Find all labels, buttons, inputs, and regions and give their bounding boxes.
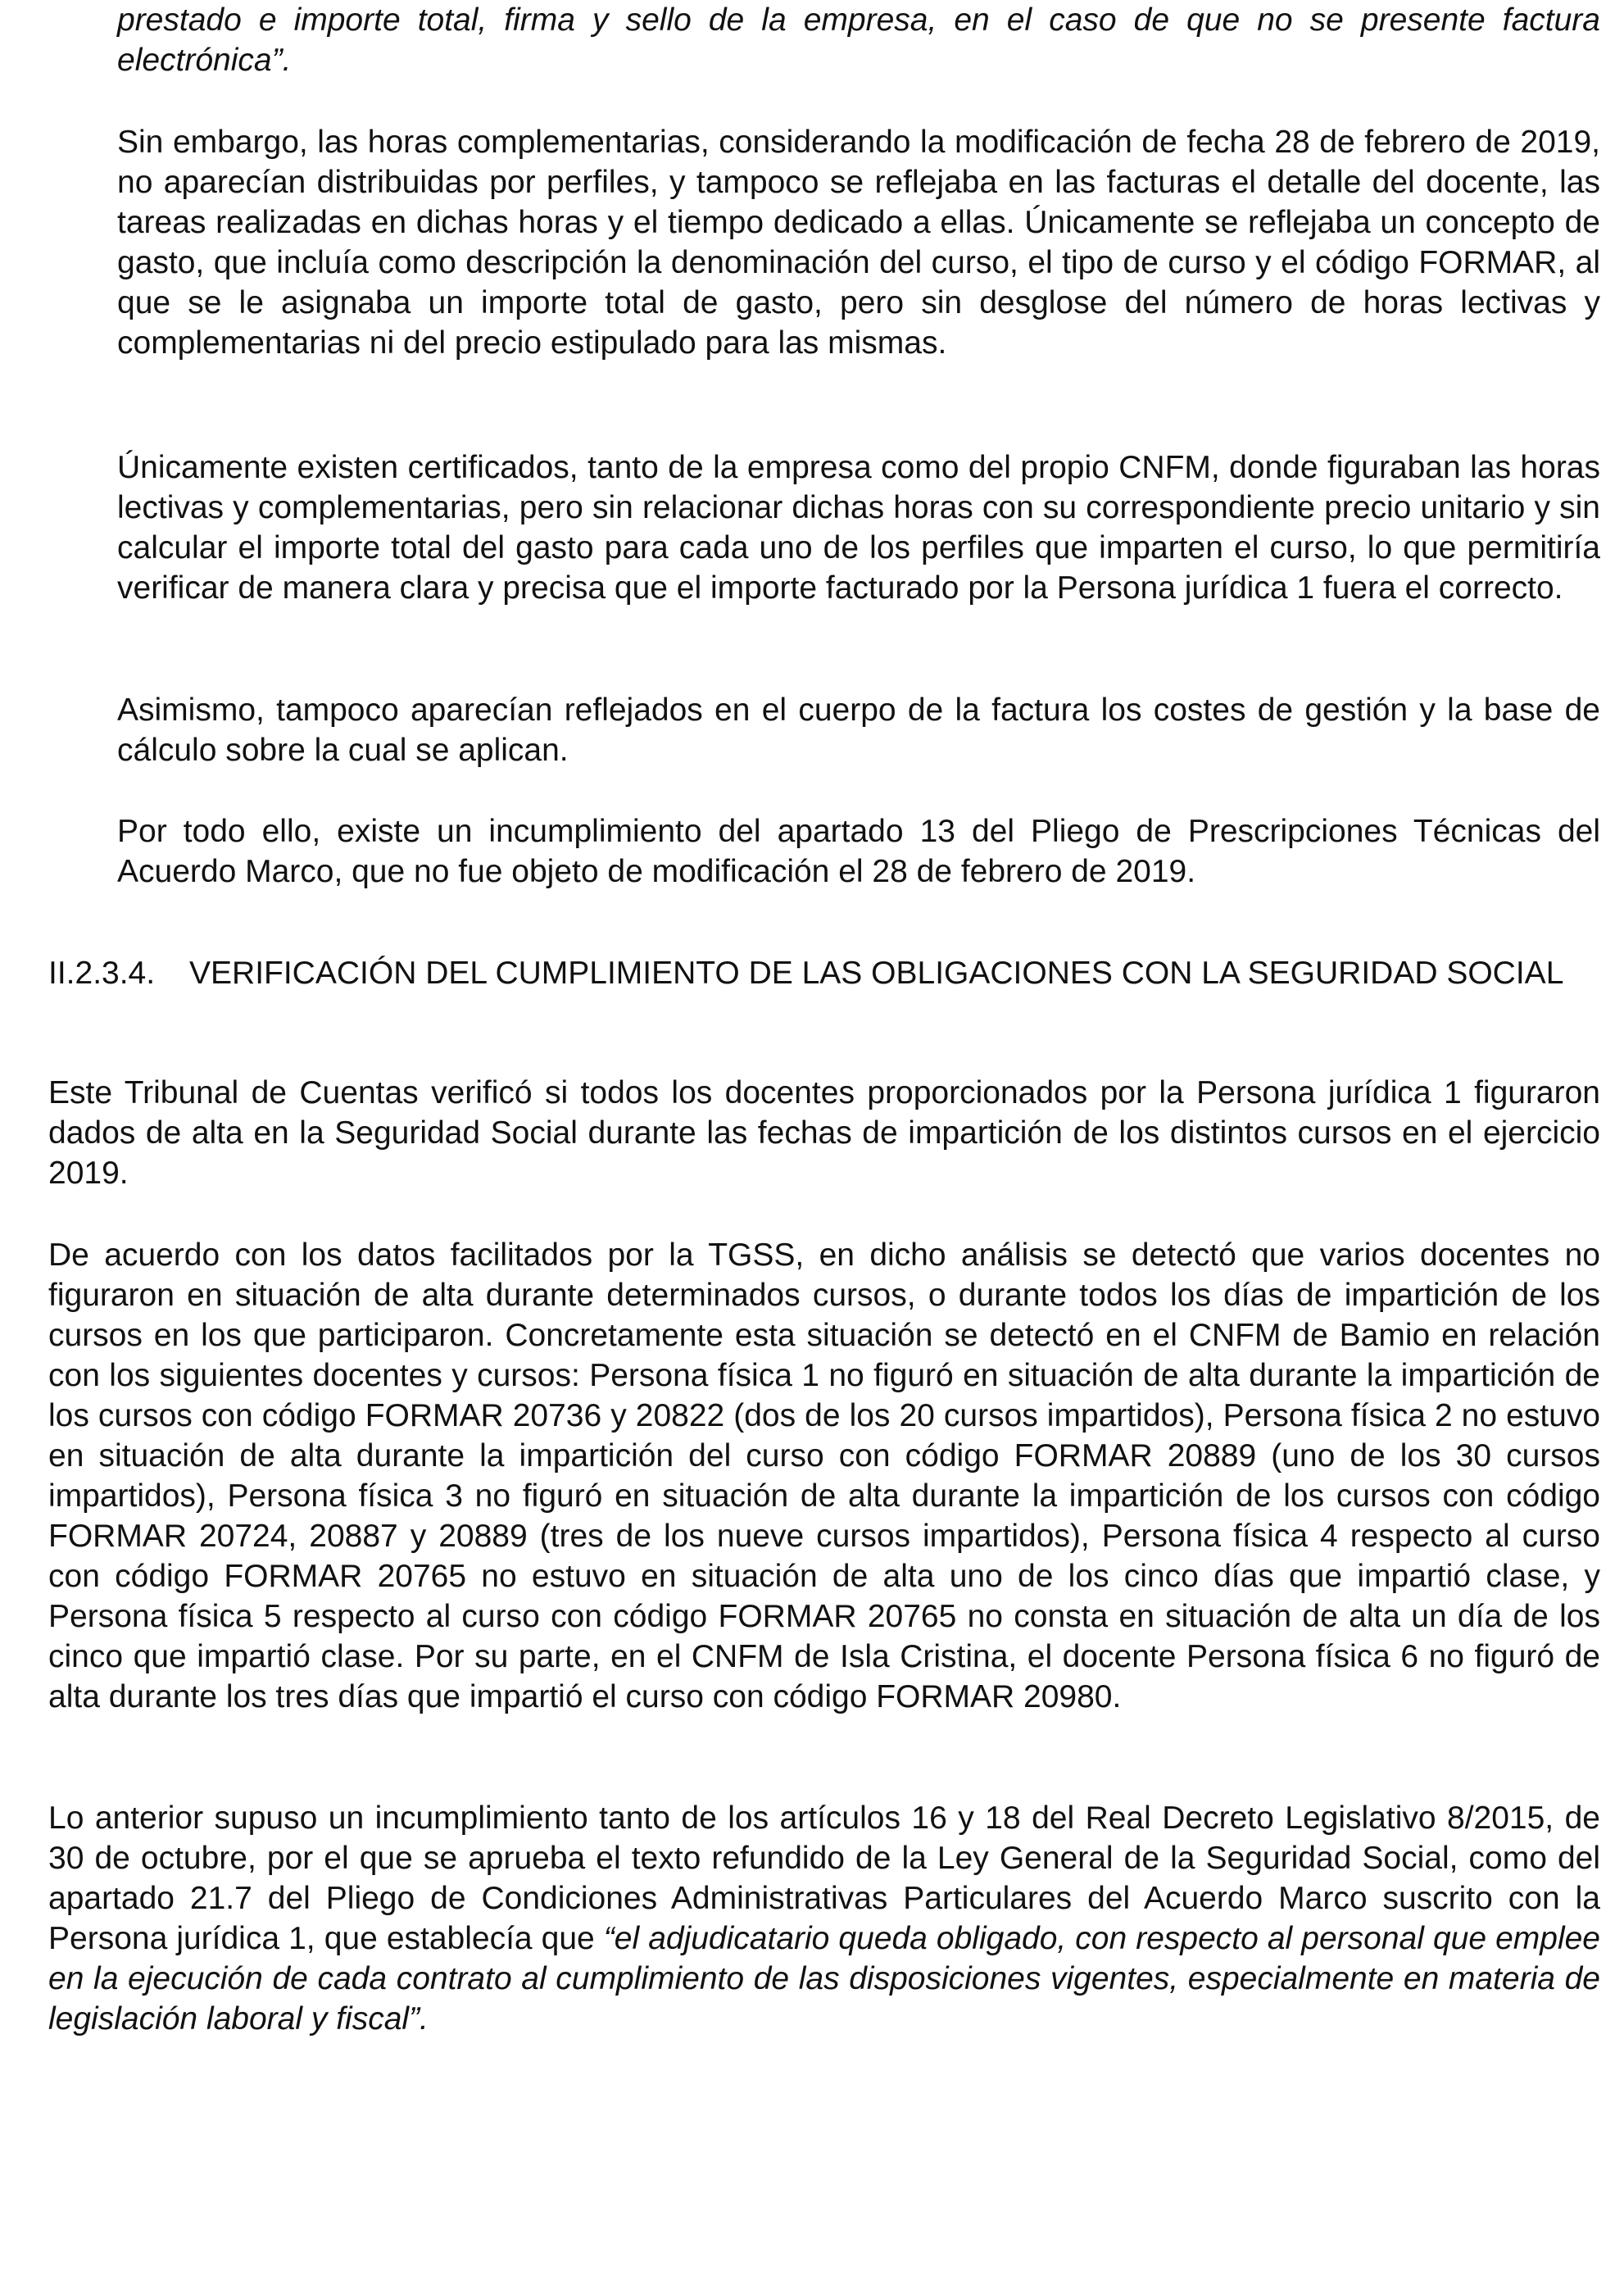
paragraph-certificados: Únicamente existen certificados, tanto de la empresa como del propio CNFM, donde figuraban las horas lectivas y complementarias, pero sin relacionar dichas horas con su correspondiente precio unitario y sin calcular el importe total del gasto para cada uno de los perfiles que imparten el curso, lo que permitiría verificar de manera clara y precisa que el importe facturado por la Persona jurídica 1 fuera el correcto. [117, 450, 1600, 606]
paragraph-tribunal-verificacion: Este Tribunal de Cuentas verificó si todos los docentes proporcionados por la Persona jurídica 1 figuraron dados de alta en la Seguridad Social durante las fechas de impartición de los distintos cursos en el ejercicio 2019. [48, 1075, 1600, 1191]
paragraph-intro-tail: prestado e importe total, firma y sello de la empresa, en el caso de que no se presente factura electrónica”. [117, 2, 1600, 78]
paragraph-incumplimiento-legislativo [48, 1798, 1600, 2039]
paragraph-datos-tgss: De acuerdo con los datos facilitados por la TGSS, en dicho análisis se detectó que varios docentes no figuraron en situación de alta durante determinados cursos, o durante todos los días de impartición de los cursos en los que participaron. Concretamente esta situación se detectó en el CNFM de Bamio en relación con los siguientes docentes y cursos: Persona física 1 no figuró en situación de alta durante la impartición de los cursos con código FORMAR 20736 y 20822 (dos de los 20 cursos impartidos), Persona física 2 no estuvo en situación de alta durante la impartición del curso con código FORMAR 20889 (uno de los 30 cursos impartidos), Persona física 3 no figuró en situación de alta durante la impartición de los cursos con código FORMAR 20724, 20887 y 20889 (tres de los nueve cursos impartidos), Persona física 4 respecto al curso con código FORMAR 20765 no estuvo en situación de alta uno de los cinco días que impartió clase, y Persona física 5 respecto al curso con código FORMAR 20765 no consta en situación de alta un día de los cinco que impartió clase. Por su parte, en el CNFM de Isla Cristina, el docente Persona física 6 no figuró de alta durante los tres días que impartió el curso con código FORMAR 20980. [48, 1237, 1600, 1714]
section-title: VERIFICACIÓN DEL CUMPLIMIENTO DE LAS OBLIGACIONES CON LA SEGURIDAD SOCIAL [189, 956, 1564, 991]
paragraph-incumplimiento-apartado-13: Por todo ello, existe un incumplimiento del apartado 13 del Pliego de Prescripciones Técnicas del Acuerdo Marco, que no fue objeto de modificación el 28 de febrero de 2019. [117, 814, 1600, 889]
quoted-obligation: “el adjudicatario queda obligado, con respecto al personal que emplee en la ejecución de cada contrato al cumplimiento de las disposiciones vigentes, especialmente en materia de legislación laboral y fiscal”. [48, 1921, 1600, 2037]
section-number: II.2.3.4. [48, 956, 156, 991]
paragraph-horas-complementarias: Sin embargo, las horas complementarias, considerando la modificación de fecha 28 de febrero de 2019, no aparecían distribuidas por perfiles, y tampoco se reflejaba en las facturas el detalle del docente, las tareas realizadas en dichas horas y el tiempo dedicado a ellas. Únicamente se reflejaba un concepto de gasto, que incluía como descripción la denominación del curso, el tipo de curso y el código FORMAR, al que se le asignaba un importe total de gasto, pero sin desglose del número de horas lectivas y complementarias ni del precio estipulado para las mismas. [117, 125, 1600, 361]
paragraph-costes-gestion: Asimismo, tampoco aparecían reflejados en el cuerpo de la factura los costes de gestión y la base de cálculo sobre la cual se aplican. [117, 692, 1600, 768]
paragraph-incumplimiento-text: Lo anterior supuso un incumplimiento tanto de los artículos 16 y 18 del Real Decreto Legislativo 8/2015, de 30 de octubre, por el que se aprueba el texto refundido de la Ley General de la Seguridad Social, como del apartado 21.7 del Pliego de Condiciones Administrativas Particulares del Acuerdo Marco suscrito con la Persona jurídica 1, que establecía que [48, 1800, 1600, 1956]
